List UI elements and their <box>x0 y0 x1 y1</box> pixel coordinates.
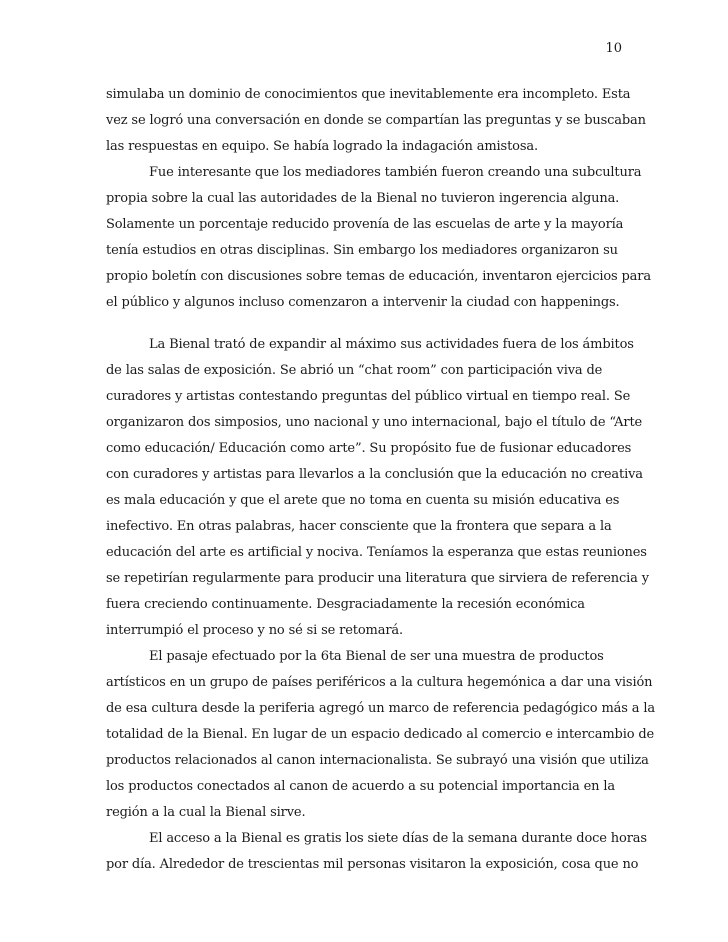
paragraph-first-line: La Bienal trató de expandir al máximo sus actividades fuera de los ámbitos <box>149 337 634 352</box>
text-line: tenía estudios en otras disciplinas. Sin embargo los mediadores organizaron su <box>106 243 618 258</box>
text-line: de esa cultura desde la periferia agregó un marco de referencia pedagógico más a la <box>106 701 655 716</box>
text-line: organizaron dos simposios, uno nacional y uno internacional, bajo el título de “Arte <box>106 415 643 430</box>
page-number: 10 <box>605 41 622 56</box>
text-line: de las salas de exposición. Se abrió un “chat room” con participación viva de <box>106 363 603 378</box>
text-line: artísticos en un grupo de países periféricos a la cultura hegemónica a dar una visión <box>106 675 653 690</box>
text-line: región a la cual la Bienal sirve. <box>106 805 306 820</box>
text-line: vez se logró una conversación en donde se compartían las preguntas y se buscaban <box>106 113 646 128</box>
text-line: fuera creciendo continuamente. Desgraciadamente la recesión económica <box>106 597 585 612</box>
text-line: es mala educación y que el arete que no toma en cuenta su misión educativa es <box>106 493 620 508</box>
text-line: como educación/ Educación como arte”. Su propósito fue de fusionar educadores <box>106 441 632 456</box>
text-line: Solamente un porcentaje reducido provenía de las escuelas de arte y la mayoría <box>106 217 624 232</box>
text-line: curadores y artistas contestando preguntas del público virtual en tiempo real. Se <box>106 389 631 404</box>
text-line: productos relacionados al canon internacionalista. Se subrayó una visión que utiliza <box>106 753 649 768</box>
body-text <box>106 82 655 878</box>
text-line: el público y algunos incluso comenzaron a intervenir la ciudad con happenings. <box>106 295 620 310</box>
text-line: propio boletín con discusiones sobre temas de educación, inventaron ejercicios para <box>106 269 651 284</box>
paragraph-first-line: Fue interesante que los mediadores también fueron creando una subcultura <box>149 165 642 180</box>
text-line: inefectivo. En otras palabras, hacer consciente que la frontera que separa a la <box>106 519 612 534</box>
text-line: interrumpió el proceso y no sé si se retomará. <box>106 623 403 638</box>
text-line: se repetirían regularmente para producir una literatura que sirviera de referencia y <box>106 571 649 586</box>
text-line: con curadores y artistas para llevarlos a la conclusión que la educación no creativa <box>106 467 643 482</box>
text-line: propia sobre la cual las autoridades de la Bienal no tuvieron ingerencia alguna. <box>106 191 620 206</box>
paragraph-first-line: El pasaje efectuado por la 6ta Bienal de ser una muestra de productos <box>149 649 604 664</box>
text-line: totalidad de la Bienal. En lugar de un espacio dedicado al comercio e intercambio de <box>106 727 655 742</box>
text-line: educación del arte es artificial y nociva. Teníamos la esperanza que estas reuniones <box>106 545 647 560</box>
paragraph-first-line: El acceso a la Bienal es gratis los siete días de la semana durante doce horas <box>149 831 647 846</box>
text-line: por día. Alrededor de trescientas mil personas visitaron la exposición, cosa que no <box>106 857 639 872</box>
text-line: simulaba un dominio de conocimientos que inevitablemente era incompleto. Esta <box>106 87 631 102</box>
paragraph-gap <box>106 316 624 332</box>
text-line: los productos conectados al canon de acuerdo a su potencial importancia en la <box>106 779 615 794</box>
text-line: las respuestas en equipo. Se había logrado la indagación amistosa. <box>106 139 538 154</box>
